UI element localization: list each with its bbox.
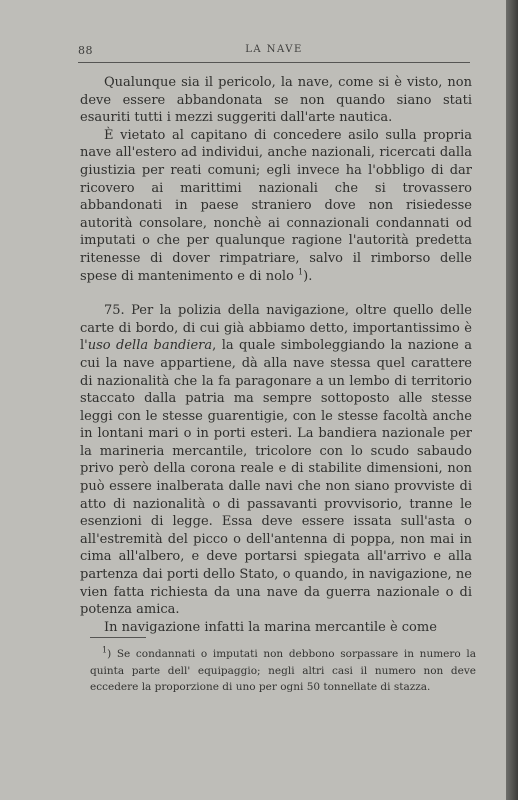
page-header (78, 38, 470, 60)
footnote-reference: 1 (298, 267, 304, 277)
paragraph-75-italic: uso della bandiera (87, 338, 213, 354)
paragraph-75-rest: , la quale simboleggiando la nazione a cui la nave appartiene, dà alla nave stessa quel carattere di nazionalità che la fa paragonare a un lembo di territorio staccato dalla patria ma sempre sottoposto alle stesse leggi con le stesse guarentigie, con le stesse facoltà anche in lontani mari o in porti esteri. La bandiera nazionale per la marineria mercantile, tricolore con lo scudo sabaudo privo però della corona reale e di stabilite dimensioni, non può essere inalberata dalle navi che non siano provviste di atto di nazionalità o di passavanti provvisorio, tranne le esenzioni di legge. Essa deve essere issata sull'asta o all'estremità del picco o dell'antenna di poppa, non mai in cima all'albero, e deve portarsi spiegata all'arrivo e alla partenza dai porti dello Stato, o quando, in navigazione, ne vien fatta richiesta da una nave da guerra nazionale o di potenza amica. (80, 338, 472, 618)
running-title: LA NAVE (245, 44, 303, 55)
paragraph-1: Qualunque sia il pericolo, la nave, come si è visto, non deve essere abbandonata se non quando siano stati esauriti tutti i mezzi suggeriti dall'arte nautica. (80, 75, 472, 126)
paragraph-75-start: 75. Per la polizia della navigazione, oltre quello delle carte di bordo, di cui già abbiamo detto, importantissimo è l' (80, 303, 472, 354)
book-spine-shadow (506, 0, 518, 800)
paragraph-2 (80, 127, 472, 285)
page-number: 88 (78, 44, 93, 57)
header-rule (78, 62, 470, 63)
footnote-rule (90, 637, 146, 638)
paragraph-continuation: In navigazione infatti la marina mercantile è come (104, 619, 437, 635)
footnote-text: ) Se condannati o imputati non debbono sorpassare in numero la quinta parte dell' equipaggio; negli altri casi il numero non deve eccedere la proporzione di uno per ogni 50 tonnellate di stazza. (90, 648, 476, 694)
body-text (80, 74, 472, 636)
footnote-marker: 1 (102, 645, 108, 655)
paragraph-2-end: ). (303, 268, 313, 284)
footnote (90, 646, 476, 696)
paragraph-75 (80, 302, 472, 619)
paragraph-2-text: È vietato al capitano di concedere asilo sulla propria nave all'estero ad individui, anche nazionali, ricercati dalla giustizia per reati comuni; egli invece ha l'obbligo di dar ricovero ai marittimi nazionali che si trovassero abbandonati in paese straniero dove non risiedesse autorità consolare, nonchè ai connazionali condannati od imputati o che per qualunque ragione l'autorità predetta ritenesse di dover rimpatriare, salvo il rimborso delle spese di mantenimento e di nolo (80, 127, 472, 284)
